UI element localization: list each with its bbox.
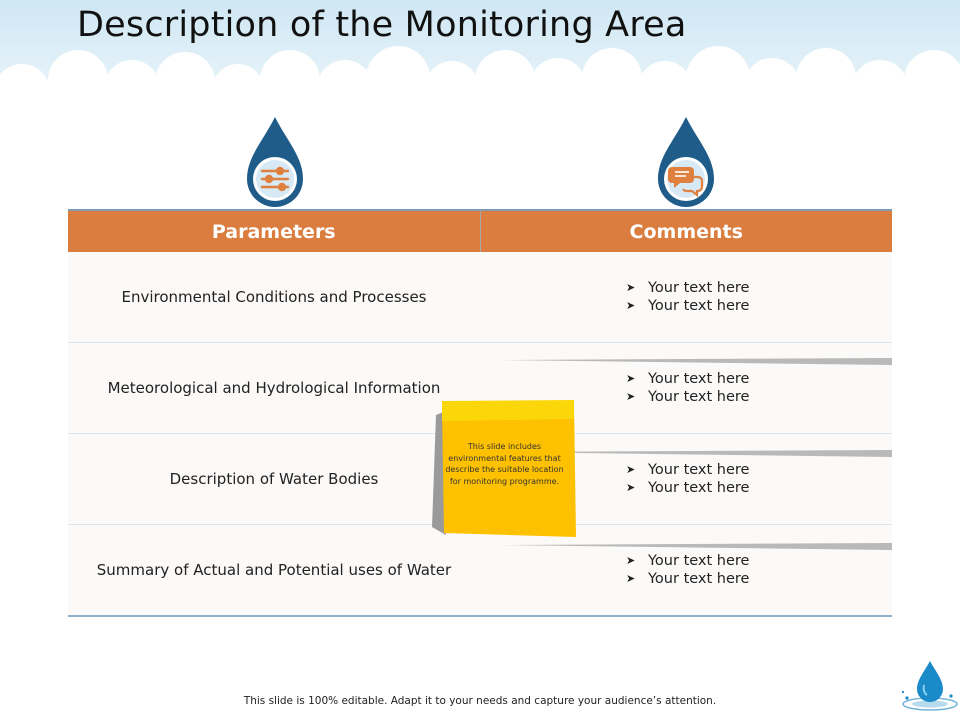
arrowhead-bullet-icon: ➤ (626, 481, 636, 494)
row-divider-ribbon (480, 543, 892, 550)
table-row (68, 252, 892, 343)
arrowhead-bullet-icon: ➤ (626, 390, 636, 403)
footer-note: This slide is 100% editable. Adapt it to your needs and capture your audience’s attention. (243, 695, 717, 707)
parameter-cell: Summary of Actual and Potential uses of Water (96, 561, 452, 579)
row-divider-ribbon (480, 358, 892, 365)
arrowhead-bullet-icon: ➤ (626, 281, 636, 294)
parameters-drop-icon (243, 115, 307, 213)
page-title: Description of the Monitoring Area (77, 5, 687, 45)
parameter-cell: Meteorological and Hydrological Information (107, 379, 441, 397)
comment-bullet: ➤ Your text here (626, 462, 750, 478)
comment-bullet: ➤ Your text here (626, 480, 750, 496)
arrowhead-bullet-icon: ➤ (626, 372, 636, 385)
sliders-icon (262, 168, 288, 190)
sticky-note-text: This slide includes environmental features that describe the suitable location for monitoring programme. (445, 442, 564, 486)
comments-drop-icon (654, 115, 718, 213)
parameter-cell: Description of Water Bodies (169, 470, 379, 488)
comment-bullet: ➤ Your text here (626, 571, 750, 587)
comment-bullet: ➤ Your text here (626, 389, 750, 405)
comment-bullet: ➤ Your text here (626, 280, 750, 296)
arrowhead-bullet-icon: ➤ (626, 463, 636, 476)
comment-bullet: ➤ Your text here (626, 298, 750, 314)
arrowhead-bullet-icon: ➤ (626, 572, 636, 585)
header-parameters: Parameters (211, 220, 336, 243)
header-comments: Comments (480, 211, 893, 252)
table-header (68, 209, 892, 252)
water-drop-splash-icon (897, 658, 959, 714)
comment-bullet: ➤ Your text here (626, 371, 750, 387)
comment-bullet: ➤ Your text here (626, 553, 750, 569)
arrowhead-bullet-icon: ➤ (626, 299, 636, 312)
arrowhead-bullet-icon: ➤ (626, 554, 636, 567)
comment-cell (480, 252, 892, 342)
parameter-cell: Environmental Conditions and Processes (121, 288, 427, 306)
